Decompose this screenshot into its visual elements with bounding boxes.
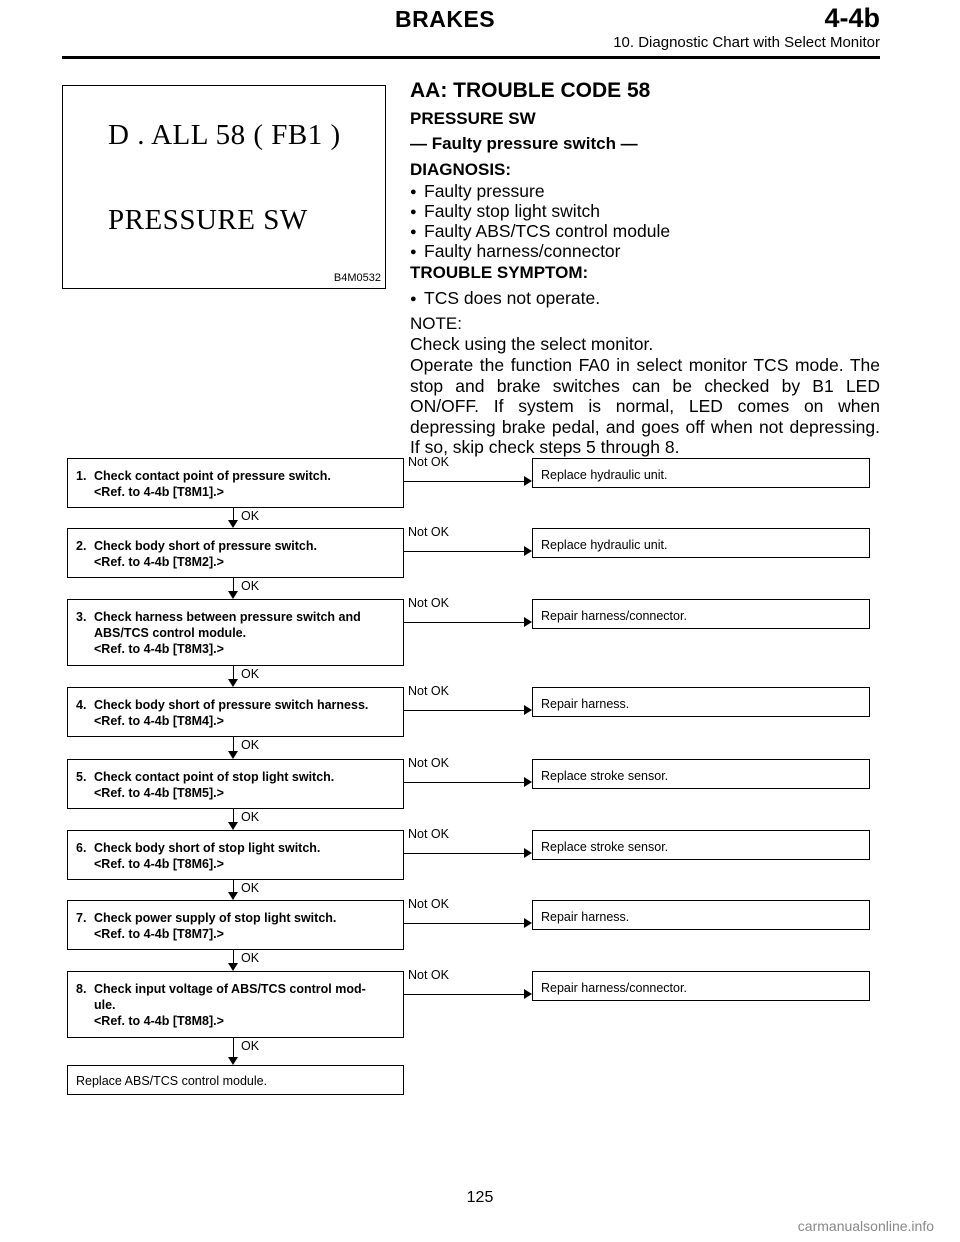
check-step-box	[67, 458, 404, 508]
right-arrow-icon	[524, 989, 532, 999]
down-arrow-icon	[228, 591, 238, 599]
ok-label: OK	[241, 1039, 260, 1053]
watermark: carmanualsonline.info	[797, 1218, 934, 1234]
not-ok-connector	[404, 710, 524, 711]
not-ok-connector	[404, 551, 524, 552]
down-arrow-icon	[228, 892, 238, 900]
check-step-box	[67, 971, 404, 1038]
down-arrow-icon	[228, 1057, 238, 1065]
fault-description: — Faulty pressure switch —	[410, 134, 638, 153]
right-arrow-icon	[524, 546, 532, 556]
not-ok-label: Not OK	[408, 525, 449, 539]
ok-label: OK	[241, 509, 260, 523]
note-line-1: Check using the select monitor.	[410, 334, 654, 354]
ok-label: OK	[241, 579, 260, 593]
down-arrow-icon	[228, 679, 238, 687]
check-step-box	[67, 599, 404, 666]
diagnosis-item: ● Faulty harness/connector	[410, 241, 880, 261]
figure-code: B4M0532	[333, 272, 381, 284]
check-step-box	[67, 759, 404, 809]
ok-connector	[233, 1038, 234, 1057]
check-step-text: ule.	[94, 998, 116, 1012]
check-step-text: <Ref. to 4-4b [T8M3].>	[94, 642, 224, 656]
not-ok-label: Not OK	[408, 968, 449, 982]
check-step-text: <Ref. to 4-4b [T8M1].>	[94, 485, 224, 499]
display-line-2: PRESSURE SW	[108, 204, 308, 236]
ok-connector	[233, 880, 234, 892]
down-arrow-icon	[228, 963, 238, 971]
right-arrow-icon	[524, 705, 532, 715]
not-ok-label: Not OK	[408, 455, 449, 469]
step-number: 3.	[76, 610, 87, 624]
step-number: 5.	[76, 770, 87, 784]
symptom-label: TROUBLE SYMPTOM:	[410, 263, 589, 282]
check-step-text	[76, 609, 403, 625]
trouble-code-title: AA: TROUBLE CODE 58	[410, 79, 651, 102]
check-step-text	[76, 538, 403, 554]
check-step-text	[76, 769, 403, 785]
ok-connector	[233, 950, 234, 963]
result-box: Repair harness/connector.	[532, 971, 870, 1001]
symptom-list	[410, 288, 880, 308]
diagnosis-item: ● Faulty pressure	[410, 181, 880, 201]
right-arrow-icon	[524, 918, 532, 928]
ok-connector	[233, 578, 234, 591]
section-title: BRAKES	[395, 6, 496, 32]
step-number: 6.	[76, 841, 87, 855]
ok-label: OK	[241, 951, 260, 965]
diagnosis-item: ● Faulty ABS/TCS control module	[410, 221, 880, 241]
check-step-text: <Ref. to 4-4b [T8M5].>	[94, 786, 224, 800]
check-step-text: <Ref. to 4-4b [T8M4].>	[94, 714, 224, 728]
result-box: Replace hydraulic unit.	[532, 458, 870, 488]
step-number: 4.	[76, 698, 87, 712]
step-number: 8.	[76, 982, 87, 996]
ok-connector	[233, 737, 234, 751]
step-title: Check contact point of pressure switch.	[94, 469, 331, 483]
check-step-text	[76, 981, 403, 997]
not-ok-connector	[404, 853, 524, 854]
ok-connector	[233, 666, 234, 679]
step-title: Check power supply of stop light switch.	[94, 911, 337, 925]
down-arrow-icon	[228, 822, 238, 830]
ok-label: OK	[241, 810, 260, 824]
step-title: Check harness between pressure switch and	[94, 610, 361, 624]
not-ok-label: Not OK	[408, 897, 449, 911]
page-number: 125	[466, 1189, 494, 1206]
display-line-1: D . ALL 58 ( FB1 )	[108, 119, 341, 151]
result-box: Repair harness/connector.	[532, 599, 870, 629]
component-name: PRESSURE SW	[410, 109, 536, 128]
check-step-text: <Ref. to 4-4b [T8M8].>	[94, 1014, 224, 1028]
ok-label: OK	[241, 881, 260, 895]
result-box: Replace stroke sensor.	[532, 759, 870, 789]
check-step-box	[67, 687, 404, 737]
select-monitor-display-figure	[62, 85, 386, 289]
symptom-item: ● TCS does not operate.	[410, 288, 880, 308]
note-body: Operate the function FA0 in select monitor TCS mode. The stop and brake switches can be checked by B1 LED ON/OFF. If system is normal, LED comes on when depressing brake pedal, and goes off when not depressing. If so, skip check steps 5 through 8.	[410, 355, 880, 457]
check-step-text: ABS/TCS control module.	[94, 626, 247, 640]
step-title: Check input voltage of ABS/TCS control mod-	[94, 982, 366, 996]
diagnosis-list	[410, 181, 880, 261]
ok-connector	[233, 809, 234, 822]
not-ok-connector	[404, 994, 524, 995]
step-number: 1.	[76, 469, 87, 483]
result-box: Replace hydraulic unit.	[532, 528, 870, 558]
result-box: Replace stroke sensor.	[532, 830, 870, 860]
chapter-subtitle: 10. Diagnostic Chart with Select Monitor	[613, 34, 880, 51]
ok-connector	[233, 508, 234, 520]
ok-label: OK	[241, 667, 260, 681]
check-step-box	[67, 528, 404, 578]
not-ok-connector	[404, 782, 524, 783]
step-title: Check body short of pressure switch.	[94, 539, 317, 553]
check-step-text: <Ref. to 4-4b [T8M2].>	[94, 555, 224, 569]
step-number: 2.	[76, 539, 87, 553]
check-step-text: <Ref. to 4-4b [T8M7].>	[94, 927, 224, 941]
down-arrow-icon	[228, 751, 238, 759]
not-ok-connector	[404, 481, 524, 482]
not-ok-connector	[404, 622, 524, 623]
check-step-box	[67, 830, 404, 880]
check-step-text	[76, 697, 403, 713]
step-number: 7.	[76, 911, 87, 925]
step-title: Check body short of pressure switch harness.	[94, 698, 369, 712]
ok-label: OK	[241, 738, 260, 752]
step-title: Check body short of stop light switch.	[94, 841, 321, 855]
check-step-text	[76, 840, 403, 856]
right-arrow-icon	[524, 777, 532, 787]
note-label: NOTE:	[410, 314, 462, 333]
not-ok-label: Not OK	[408, 684, 449, 698]
check-step-text: <Ref. to 4-4b [T8M6].>	[94, 857, 224, 871]
diagnosis-item: ● Faulty stop light switch	[410, 201, 880, 221]
diagnosis-label: DIAGNOSIS:	[410, 160, 512, 179]
final-step-box: Replace ABS/TCS control module.	[67, 1065, 404, 1095]
not-ok-label: Not OK	[408, 596, 449, 610]
not-ok-label: Not OK	[408, 756, 449, 770]
check-step-text	[76, 910, 403, 926]
check-step-text	[76, 468, 403, 484]
header-rule	[62, 56, 880, 59]
not-ok-connector	[404, 923, 524, 924]
down-arrow-icon	[228, 520, 238, 528]
right-arrow-icon	[524, 617, 532, 627]
right-arrow-icon	[524, 848, 532, 858]
not-ok-label: Not OK	[408, 827, 449, 841]
step-title: Check contact point of stop light switch.	[94, 770, 335, 784]
result-box: Repair harness.	[532, 687, 870, 717]
result-box: Repair harness.	[532, 900, 870, 930]
right-arrow-icon	[524, 476, 532, 486]
chapter-code: 4-4b	[824, 3, 880, 33]
check-step-box	[67, 900, 404, 950]
